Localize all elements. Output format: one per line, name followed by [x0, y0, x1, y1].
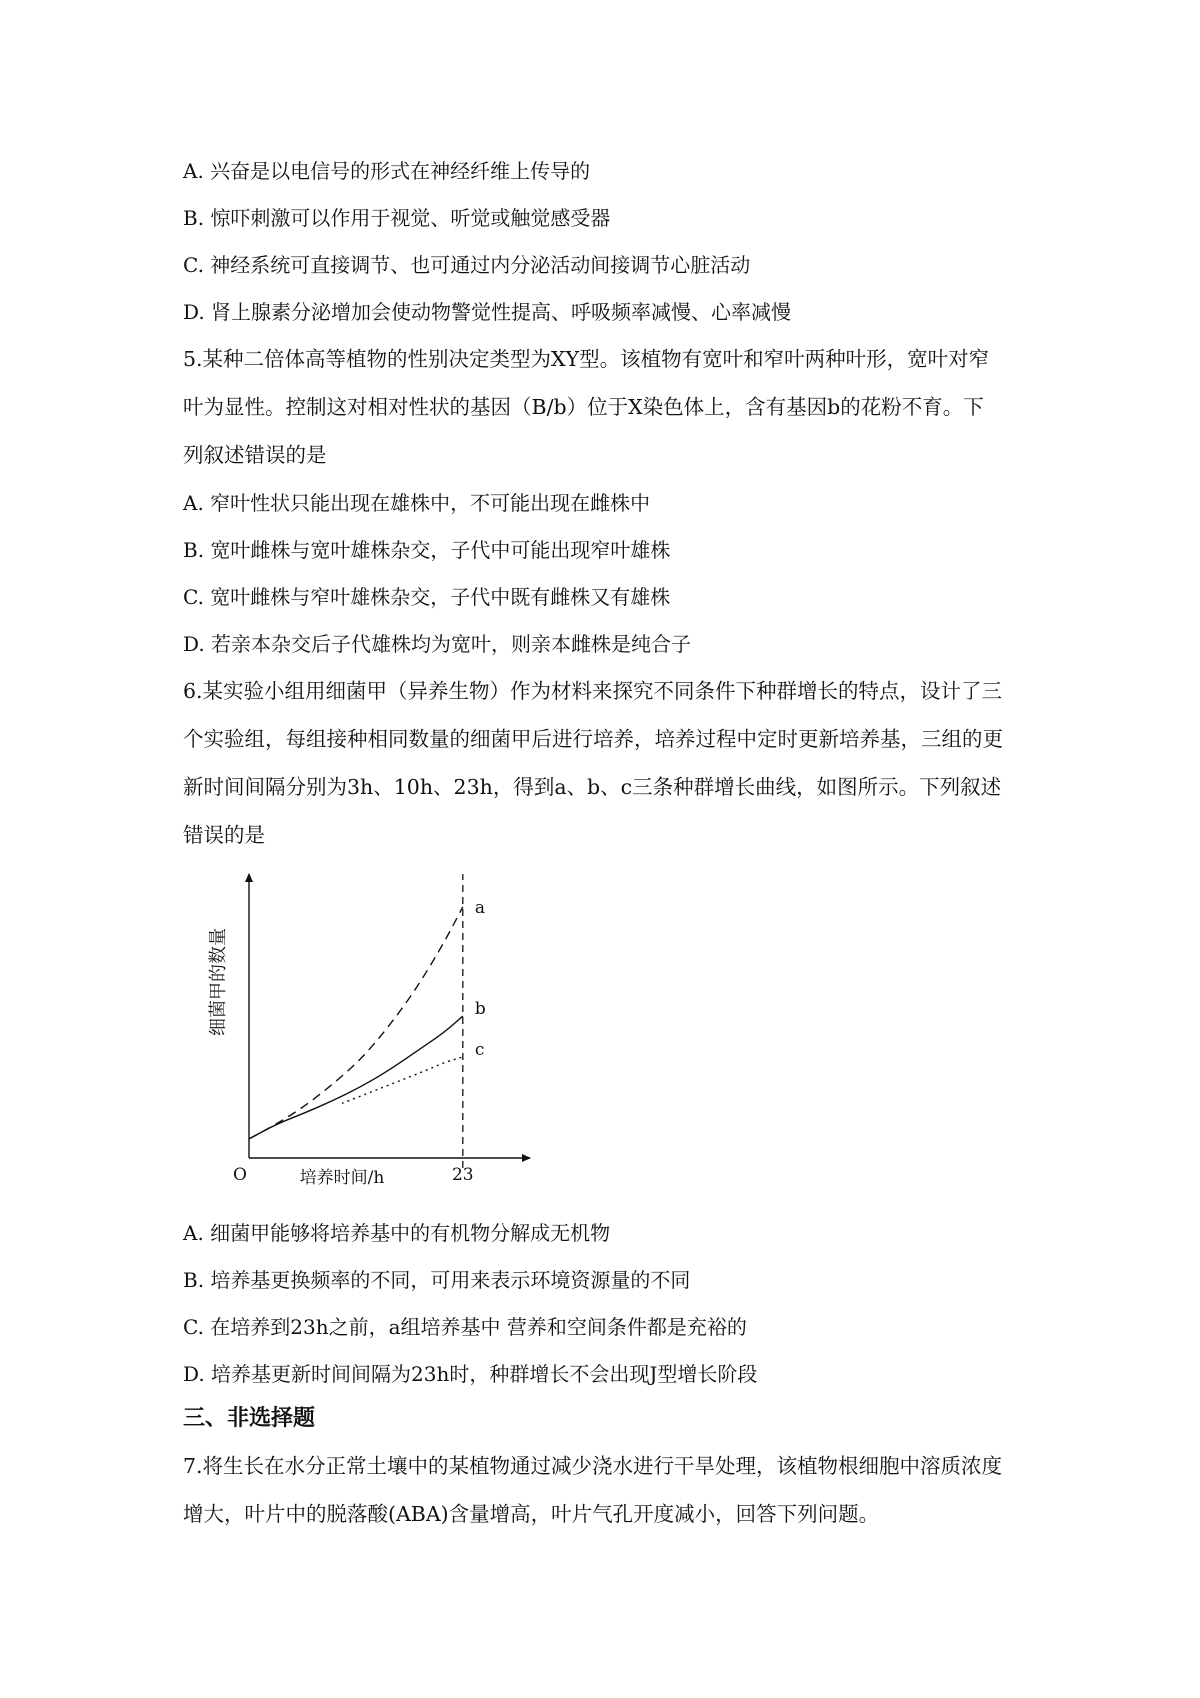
q5-stem-line-3: 列叙述错误的是	[183, 443, 327, 467]
q5-stem-line-1: 5.某种二倍体高等植物的性别决定类型为XY型。该植物有宽叶和窄叶两种叶形，宽叶对窄	[183, 347, 990, 371]
section-title-non-choice: 三、非选择题	[183, 1406, 316, 1431]
q6-stem-line-3: 新时间间隔分别为3h、10h、23h，得到a、b、c三条种群增长曲线，如图所示。下列叙述	[183, 775, 1002, 799]
series-a-label: a	[474, 897, 485, 918]
q5-stem-line-2: 叶为显性。控制这对相对性状的基因（B/b）位于X染色体上，含有基因b的花粉不育。下	[183, 395, 984, 419]
q4-option-d: D. 肾上腺素分泌增加会使动物警觉性提高、呼吸频率减慢、心率减慢	[183, 300, 792, 324]
origin-label: O	[233, 1165, 247, 1185]
series-b-label: b	[474, 999, 486, 1020]
q6-option-c: C. 在培养到23h之前，a组培养基中 营养和空间条件都是充裕的	[183, 1315, 747, 1339]
q7-stem-line-1: 7.将生长在水分正常土壤中的某植物通过减少浇水进行干旱处理，该植物根细胞中溶质浓度	[183, 1454, 1003, 1478]
q5-option-c: C. 宽叶雌株与窄叶雄株杂交，子代中既有雌株又有雄株	[183, 585, 671, 609]
q4-option-c: C. 神经系统可直接调节、也可通过内分泌活动间接调节心脏活动	[183, 253, 751, 277]
x-axis-label: 培养时间/h	[299, 1168, 385, 1188]
q6-option-d: D. 培养基更新时间间隔为23h时，种群增长不会出现J型增长阶段	[183, 1362, 758, 1386]
q4-option-a: A. 兴奋是以电信号的形式在神经纤维上传导的	[183, 159, 591, 183]
q7-stem-line-2: 增大，叶片中的脱落酸(ABA)含量增高，叶片气孔开度减小，回答下列问题。	[183, 1502, 880, 1526]
q5-option-a: A. 窄叶性状只能出现在雄株中，不可能出现在雌株中	[183, 491, 651, 515]
q5-option-d: D. 若亲本杂交后子代雄株均为宽叶，则亲本雌株是纯合子	[183, 632, 692, 656]
q6-stem-line-4: 错误的是	[183, 823, 265, 847]
q5-option-b: B. 宽叶雌株与宽叶雄株杂交，子代中可能出现窄叶雄株	[183, 538, 671, 562]
q4-option-b: B. 惊吓刺激可以作用于视觉、听觉或触觉感受器	[183, 206, 611, 230]
growth-curve-chart	[200, 870, 540, 1190]
series-a-curve	[249, 907, 463, 1139]
q6-option-b: B. 培养基更换频率的不同，可用来表示环境资源量的不同	[183, 1268, 691, 1292]
series-c-curve	[342, 1057, 463, 1103]
q6-stem-line-1: 6.某实验小组用细菌甲（异养生物）作为材料来探究不同条件下种群增长的特点，设计了三	[183, 679, 1003, 703]
x-tick-label-23: 23	[451, 1165, 474, 1185]
series-c-label: c	[474, 1039, 485, 1060]
y-axis-label: 细菌甲的数量	[208, 928, 229, 1036]
q6-option-a: A. 细菌甲能够将培养基中的有机物分解成无机物	[183, 1221, 611, 1245]
q6-stem-line-2: 个实验组，每组接种相同数量的细菌甲后进行培养，培养过程中定时更新培养基，三组的更	[183, 727, 1003, 751]
